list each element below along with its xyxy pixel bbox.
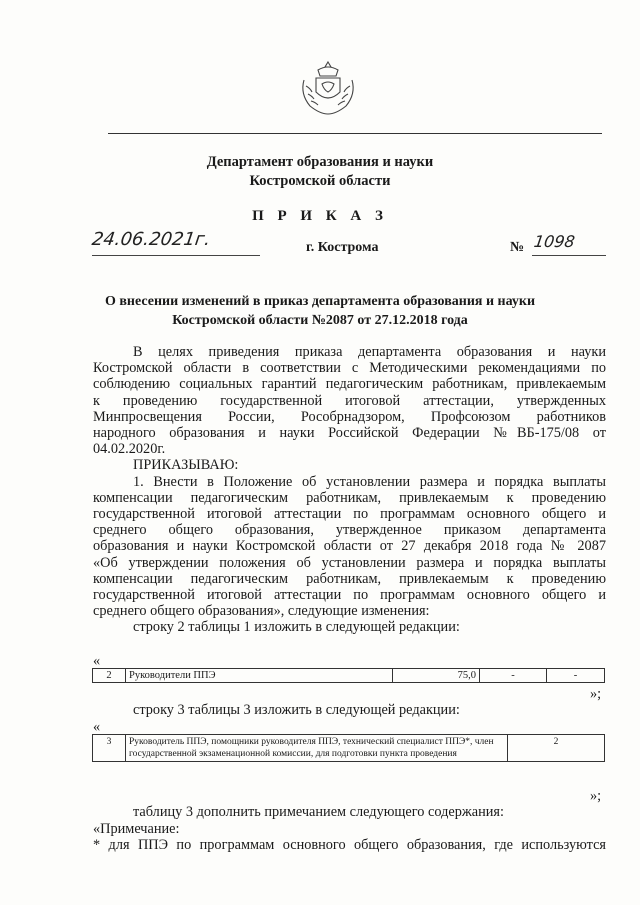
- open-quote: «: [93, 653, 101, 669]
- item1-line: государственной итоговой аттестации по программам основного общего и: [93, 506, 606, 523]
- table-row: [93, 735, 605, 762]
- item1-line: среднего общего образования, утвержденное приказом департамента: [93, 522, 606, 539]
- item1-line: государственной итоговой аттестации по программам основного общего и: [93, 587, 606, 604]
- title-line-2: Костромской области №2087 от 27.12.2018 года: [172, 313, 468, 328]
- header-divider: [108, 133, 602, 134]
- order-title: [0, 292, 640, 330]
- document-type: П Р И К А З: [252, 208, 388, 224]
- table-cell: 3: [93, 735, 126, 762]
- title-line-1: О внесении изменений в приказ департамента образования и науки: [104, 294, 536, 309]
- preamble-line: Минпросвещения России, Рособрнадзором, Профсоюзом работников: [93, 408, 606, 425]
- open-quote: «: [93, 719, 101, 735]
- preamble-line: 04.02.2020г.: [93, 441, 166, 458]
- date-underline: [92, 255, 260, 256]
- preamble-line: Костромской области в соответствии с Методическими рекомендациями по: [93, 360, 606, 377]
- table-cell: -: [480, 669, 547, 683]
- preamble-line: соблюдению социальных гарантий педагогическим работникам, привлекаемым: [93, 376, 606, 393]
- row3-intro: строку 3 таблицы 3 изложить в следующей редакции:: [133, 702, 460, 718]
- number-sign: №: [510, 240, 525, 255]
- table-cell: Руководитель ППЭ, помощники руководителя ППЭ, технический специалист ППЭ*, член государственной экзаменационной комиссии, для подготовки пункта проведения: [126, 735, 508, 762]
- note-line: * для ППЭ по программам основного общего образования, где используются: [93, 837, 606, 853]
- note-intro: таблицу 3 дополнить примечанием следующего содержания:: [133, 804, 504, 820]
- preamble-line: В целях приведения приказа департамента образования и науки: [133, 344, 606, 360]
- item1-line: 1. Внести в Положение об установлении размера и порядка выплаты: [133, 473, 606, 490]
- order-word: ПРИКАЗЫВАЮ:: [133, 457, 239, 474]
- table-cell: 75,0: [393, 669, 480, 683]
- department-line-2: Костромской области: [249, 173, 391, 189]
- table-cell: 2: [93, 669, 126, 683]
- table-cell: -: [547, 669, 605, 683]
- table-cell: 2: [508, 735, 605, 762]
- table-1-row-2: [92, 668, 605, 683]
- item1-line: среднего общего образования», следующие изменения:: [93, 603, 430, 620]
- city: г. Кострома: [306, 240, 379, 255]
- order-body: [93, 344, 606, 636]
- item1-line: «Об утверждении положения об установлении размера и порядка выплаты: [93, 554, 606, 571]
- close-quote: »;: [590, 686, 602, 702]
- row2-intro: строку 2 таблицы 1 изложить в следующей редакции:: [133, 619, 460, 636]
- item1-line: компенсации педагогическим работникам, привлекаемым к проведению: [93, 570, 606, 587]
- table-3-row-3: [92, 734, 605, 762]
- close-quote: »;: [590, 788, 602, 804]
- department-line-1: Департамент образования и науки: [206, 154, 434, 170]
- coat-of-arms-emblem: [296, 58, 360, 116]
- item1-line: образования и науки Костромской области от 27 декабря 2018 года № 2087: [93, 538, 606, 555]
- item1-line: компенсации педагогическим работникам, привлекаемым к проведению: [93, 489, 606, 506]
- preamble-line: народного образования и науки Российской Федерации №ВБ-175/08 от: [93, 425, 606, 442]
- note-label: «Примечание:: [93, 821, 180, 837]
- department-name: [0, 153, 640, 191]
- number-underline: [532, 255, 606, 256]
- order-number: 1098: [532, 232, 577, 251]
- table-cell: Руководители ППЭ: [126, 669, 393, 683]
- table-row: [93, 669, 605, 683]
- preamble-line: к проведению государственной итоговой аттестации, утвержденных: [93, 392, 606, 409]
- order-date: 24.06.2021г.: [90, 229, 212, 250]
